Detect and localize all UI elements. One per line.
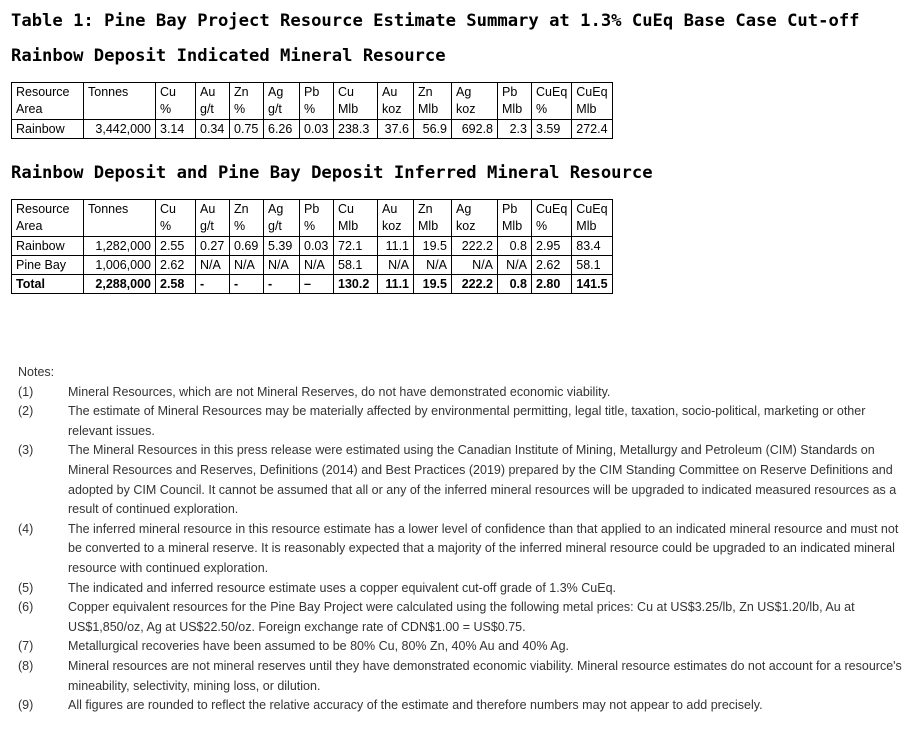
column-header-unit: g/t — [200, 102, 214, 116]
note-text: Mineral Resources, which are not Mineral Reserves, do not have demonstrated economic viability. — [68, 384, 611, 399]
table-cell: 3,442,000 — [84, 120, 156, 139]
note-text: The estimate of Mineral Resources may be materially affected by environmental permitting, legal title, taxation, socio-political, marketing or other relevant issues. — [68, 404, 866, 438]
table-cell: 83.4 — [572, 237, 612, 256]
column-header-line: Zn — [234, 202, 249, 216]
table-cell: Rainbow — [12, 237, 84, 256]
table-cell: - — [230, 275, 264, 294]
column-header-line: CuEq — [576, 85, 608, 99]
column-header-line: Tonnes — [88, 202, 129, 216]
note-number: (1) — [18, 384, 34, 399]
note-text: Copper equivalent resources for the Pine Bay Project were calculated using the following metal prices: Cu at US$3.25/lb, Zn US$1.20/lb, Au at US$1,850/oz, Ag at US$22.50/oz. Foreign exchange rate of CDN$1.00 = US$0.75. — [68, 600, 855, 634]
column-header-line: Pb — [304, 202, 320, 216]
column-header-unit: % — [304, 102, 316, 116]
table-cell: N/A — [230, 256, 264, 275]
table-cell: N/A — [498, 256, 532, 275]
indicated-heading: Rainbow Deposit Indicated Mineral Resource — [11, 46, 446, 66]
column-header-line: CuEq — [536, 85, 568, 99]
table-cell: 11.1 — [378, 275, 414, 294]
table-cell: 6.26 — [264, 120, 300, 139]
note-item — [18, 637, 913, 657]
table-cell: 2.80 — [532, 275, 572, 294]
table-cell: - — [196, 275, 230, 294]
column-header-unit: koz — [382, 102, 402, 116]
column-header-unit: % — [160, 102, 172, 116]
column-header-unit: g/t — [268, 219, 282, 233]
column-header — [572, 200, 612, 237]
page-title: Table 1: Pine Bay Project Resource Estimate Summary at 1.3% CuEq Base Case Cut-off — [11, 11, 860, 31]
note-number: (8) — [18, 658, 34, 673]
column-header — [452, 200, 498, 237]
column-header-unit: % — [234, 102, 246, 116]
table-cell: 0.75 — [230, 120, 264, 139]
column-header-unit — [88, 218, 151, 235]
note-item — [18, 520, 913, 579]
column-header-unit — [88, 101, 151, 118]
table-row — [12, 237, 613, 256]
column-header — [196, 200, 230, 237]
note-number: (5) — [18, 580, 34, 595]
column-header-line: Resource — [16, 85, 70, 99]
table-cell: 141.5 — [572, 275, 612, 294]
note-text: The inferred mineral resource in this resource estimate has a lower level of confidence than that applied to an indicated mineral resource and must not be converted to a mineral reserve. It is reasonably expected that a majority of the inferred mineral resource could be upgraded to an indicated mineral resource with continued exploration. — [68, 521, 899, 575]
column-header — [156, 83, 196, 120]
column-header-line: Resource — [16, 202, 70, 216]
notes-section — [18, 363, 913, 716]
column-header — [414, 83, 452, 120]
table-cell: 1,282,000 — [84, 237, 156, 256]
column-header-line: Cu — [338, 85, 354, 99]
table-cell: 58.1 — [334, 256, 378, 275]
table-cell: 58.1 — [572, 256, 612, 275]
column-header — [300, 200, 334, 237]
column-header-unit: koz — [382, 219, 402, 233]
column-header-unit: % — [536, 219, 548, 233]
table-cell: 1,006,000 — [84, 256, 156, 275]
column-header — [196, 83, 230, 120]
table-cell: 2.62 — [532, 256, 572, 275]
column-header-unit: Mlb — [576, 219, 597, 233]
table-cell: 0.03 — [300, 237, 334, 256]
note-number: (2) — [18, 404, 34, 419]
table-cell: 238.3 — [334, 120, 378, 139]
inferred-resource-table — [11, 199, 613, 294]
column-header-line: CuEq — [536, 202, 568, 216]
column-header-unit: % — [304, 219, 316, 233]
column-header-unit: Area — [16, 219, 43, 233]
column-header-line: Cu — [160, 202, 176, 216]
column-header — [334, 200, 378, 237]
column-header — [532, 200, 572, 237]
table-cell: 2,288,000 — [84, 275, 156, 294]
note-item — [18, 402, 913, 441]
column-header-line: Pb — [502, 202, 518, 216]
column-header — [414, 200, 452, 237]
table-cell: N/A — [378, 256, 414, 275]
table-row — [12, 275, 613, 294]
table-cell: 56.9 — [414, 120, 452, 139]
column-header — [264, 83, 300, 120]
note-number: (6) — [18, 600, 34, 615]
column-header-line: Au — [382, 202, 398, 216]
column-header-unit: Mlb — [502, 102, 523, 116]
column-header — [334, 83, 378, 120]
table-cell: 2.55 — [156, 237, 196, 256]
table-cell: 72.1 — [334, 237, 378, 256]
table-cell: 5.39 — [264, 237, 300, 256]
column-header — [230, 200, 264, 237]
table-cell: 0.27 — [196, 237, 230, 256]
note-number: (3) — [18, 443, 34, 458]
column-header — [156, 200, 196, 237]
column-header — [300, 83, 334, 120]
note-text: The indicated and inferred resource estimate uses a copper equivalent cut-off grade of 1.3% CuEq. — [68, 580, 617, 595]
column-header — [230, 83, 264, 120]
column-header — [498, 83, 532, 120]
column-header — [378, 83, 414, 120]
note-item — [18, 657, 913, 696]
column-header-line: Ag — [456, 85, 472, 99]
column-header — [84, 200, 156, 237]
column-header — [572, 83, 612, 120]
table-cell: 0.69 — [230, 237, 264, 256]
column-header-line: Ag — [456, 202, 472, 216]
column-header — [264, 200, 300, 237]
column-header-unit: Area — [16, 102, 43, 116]
column-header — [532, 83, 572, 120]
table-cell: N/A — [452, 256, 498, 275]
notes-list — [18, 383, 913, 716]
column-header-line: Zn — [234, 85, 249, 99]
column-header-unit: Mlb — [338, 219, 359, 233]
table-row — [12, 256, 613, 275]
table-cell: 130.2 — [334, 275, 378, 294]
table-cell: 37.6 — [378, 120, 414, 139]
column-header — [84, 83, 156, 120]
note-item — [18, 441, 913, 519]
table-header-row — [12, 200, 613, 237]
notes-heading: Notes: — [18, 365, 55, 379]
column-header-unit: g/t — [200, 219, 214, 233]
column-header-unit: % — [536, 102, 548, 116]
column-header-unit: Mlb — [418, 102, 439, 116]
column-header-unit: Mlb — [502, 219, 523, 233]
table-cell: Rainbow — [12, 120, 84, 139]
table-cell: 0.34 — [196, 120, 230, 139]
column-header-unit: koz — [456, 219, 476, 233]
column-header-line: Au — [382, 85, 398, 99]
table-cell: N/A — [264, 256, 300, 275]
table-cell: 222.2 — [452, 275, 498, 294]
note-text: All figures are rounded to reflect the relative accuracy of the estimate and therefore numbers may not appear to add precisely. — [68, 698, 763, 713]
column-header-line: Pb — [502, 85, 518, 99]
column-header-line: Au — [200, 85, 216, 99]
note-item — [18, 383, 913, 403]
note-number: (9) — [18, 698, 34, 713]
table-cell: – — [300, 275, 334, 294]
table-cell: 0.8 — [498, 275, 532, 294]
column-header — [12, 200, 84, 237]
column-header-line: Cu — [160, 85, 176, 99]
column-header-line: Cu — [338, 202, 354, 216]
column-header-line: Zn — [418, 85, 433, 99]
table-cell: 692.8 — [452, 120, 498, 139]
indicated-resource-table — [11, 82, 613, 139]
table-cell: 3.14 — [156, 120, 196, 139]
column-header-unit: koz — [456, 102, 476, 116]
table-cell: 0.8 — [498, 237, 532, 256]
table-cell: 3.59 — [532, 120, 572, 139]
table-cell: N/A — [196, 256, 230, 275]
table-cell: N/A — [414, 256, 452, 275]
column-header — [378, 200, 414, 237]
table-cell: Total — [12, 275, 84, 294]
table-cell: Pine Bay — [12, 256, 84, 275]
table-cell: - — [264, 275, 300, 294]
column-header — [12, 83, 84, 120]
column-header — [498, 200, 532, 237]
column-header-unit: % — [234, 219, 246, 233]
note-text: Mineral resources are not mineral reserves until they have demonstrated economic viability. Mineral resource estimates do not account for a resource's mineability, selectivity, mining loss, or dilution. — [68, 658, 902, 693]
column-header-unit: Mlb — [338, 102, 359, 116]
table-cell: 11.1 — [378, 237, 414, 256]
table-cell: 19.5 — [414, 237, 452, 256]
table-row — [12, 120, 613, 139]
column-header — [452, 83, 498, 120]
table-cell: 2.58 — [156, 275, 196, 294]
table-cell: 2.3 — [498, 120, 532, 139]
note-item — [18, 696, 913, 716]
table-cell: N/A — [300, 256, 334, 275]
column-header-line: Tonnes — [88, 85, 129, 99]
note-text: Metallurgical recoveries have been assumed to be 80% Cu, 80% Zn, 40% Au and 40% Ag. — [68, 639, 569, 654]
inferred-heading: Rainbow Deposit and Pine Bay Deposit Inferred Mineral Resource — [11, 163, 653, 183]
column-header-line: CuEq — [576, 202, 608, 216]
note-item — [18, 579, 913, 599]
note-text: The Mineral Resources in this press release were estimated using the Canadian Institute of Mining, Metallurgy and Petroleum (CIM) Standards on Mineral Resources and Reserves, Definitions (2014) and Best Practices (2019) prepared by the CIM Standing Committee on Reserve Definitions and adopted by CIM Council. It cannot be assumed that all or any of the inferred mineral resources will be upgraded to indicated measured resources as a result of continued exploration. — [68, 443, 897, 517]
column-header-line: Pb — [304, 85, 320, 99]
table-cell: 222.2 — [452, 237, 498, 256]
column-header-line: Au — [200, 202, 216, 216]
column-header-line: Zn — [418, 202, 433, 216]
column-header-unit: Mlb — [418, 219, 439, 233]
column-header-unit: g/t — [268, 102, 282, 116]
note-number: (4) — [18, 521, 34, 536]
table-cell: 0.03 — [300, 120, 334, 139]
table-cell: 2.62 — [156, 256, 196, 275]
column-header-unit: Mlb — [576, 102, 597, 116]
column-header-unit: % — [160, 219, 172, 233]
table-header-row — [12, 83, 613, 120]
column-header-line: Ag — [268, 85, 284, 99]
table-cell: 19.5 — [414, 275, 452, 294]
table-cell: 272.4 — [572, 120, 612, 139]
note-number: (7) — [18, 639, 34, 654]
note-item — [18, 598, 913, 637]
table-cell: 2.95 — [532, 237, 572, 256]
column-header-line: Ag — [268, 202, 284, 216]
